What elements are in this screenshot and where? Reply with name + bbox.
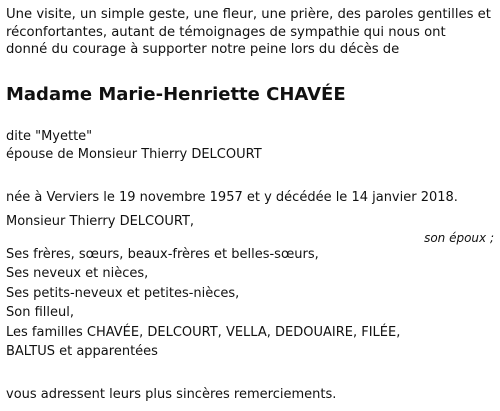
family-line-2: Ses neveux et nièces, xyxy=(6,266,149,281)
deceased-name: Madame Marie-Henriette CHAVÉE xyxy=(6,84,346,105)
family-line-1: Ses frères, sœurs, beaux-frères et belles-sœurs, xyxy=(6,247,319,262)
family-line-4: Son filleul, xyxy=(6,305,74,320)
intro-paragraph xyxy=(6,6,496,59)
family-line-5: Les familles CHAVÉE, DELCOURT, VELLA, DEDOUAIRE, FILÉE, xyxy=(6,325,401,340)
intro-line-2: réconfortantes, autant de témoignages de sympathie qui nous ont xyxy=(6,24,446,40)
dates-line: née à Verviers le 19 novembre 1957 et y décédée le 14 janvier 2018. xyxy=(6,190,458,205)
spouse-line: épouse de Monsieur Thierry DELCOURT xyxy=(6,147,262,162)
family-line-3: Ses petits-neveux et petites-nièces, xyxy=(6,286,240,301)
husband-role: son époux ; xyxy=(424,231,494,245)
closing-line: vous adressent leurs plus sincères remerciements. xyxy=(6,387,337,402)
nickname-line: dite "Myette" xyxy=(6,129,93,144)
husband-line: Monsieur Thierry DELCOURT, xyxy=(6,214,195,229)
intro-line-1: Une visite, un simple geste, une fleur, une prière, des paroles gentilles et xyxy=(6,7,491,22)
intro-line-3: donné du courage à supporter notre peine lors du décès de xyxy=(6,42,400,57)
family-line-6: BALTUS et apparentées xyxy=(6,344,158,359)
